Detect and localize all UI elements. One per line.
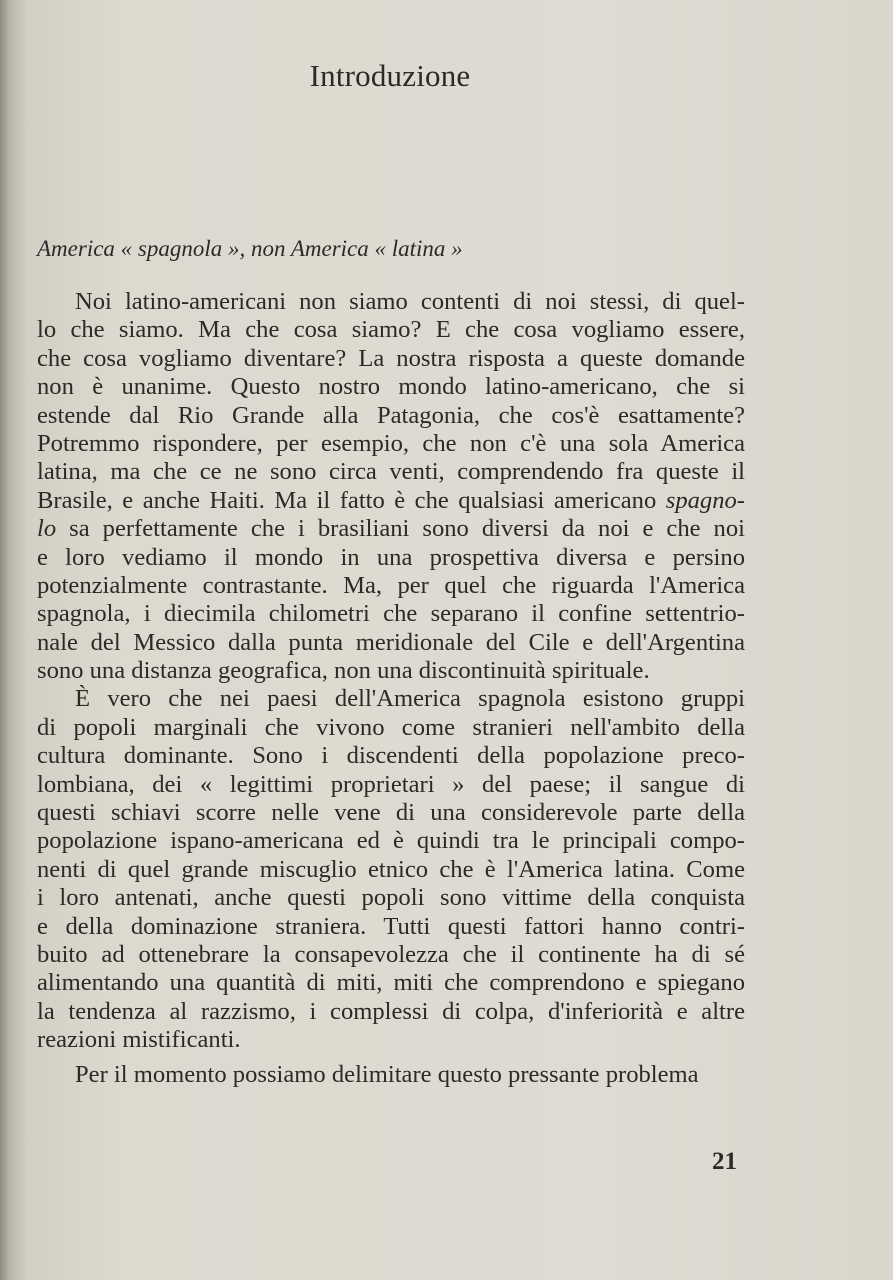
text-line — [37, 1061, 745, 1089]
text-span: e loro vediamo il mondo in una prospettiva diversa e persino — [37, 543, 745, 571]
text-line — [37, 515, 745, 543]
text-line — [37, 856, 745, 884]
text-span: alimentando una quantità di miti, miti che comprendono e spiegano — [37, 969, 745, 997]
text-line — [37, 657, 745, 685]
text-span: popolazione ispano-americana ed è quindi tra le principali compo- — [37, 827, 745, 855]
text-span: buito ad ottenebrare la consapevolezza che il continente ha di sé — [37, 940, 745, 968]
text-line — [37, 572, 745, 600]
text-line — [37, 402, 745, 430]
text-span: questi schiavi scorre nelle vene di una considerevole parte della — [37, 799, 745, 827]
text-line — [37, 600, 745, 628]
text-span: Brasile, e anche Haiti. Ma il fatto è che qualsiasi americano — [37, 486, 666, 514]
chapter-title: Introduzione — [309, 58, 471, 93]
text-line — [37, 458, 745, 486]
page-number: 21 — [712, 1148, 737, 1175]
text-span: di popoli marginali che vivono come stranieri nell'ambito della — [37, 713, 745, 741]
text-span: reazioni mistificanti. — [37, 1026, 241, 1054]
text-line — [37, 969, 745, 997]
text-line — [37, 629, 745, 657]
text-span: potenzialmente contrastante. Ma, per quel che riguarda l'America — [37, 571, 745, 599]
text-line — [37, 373, 745, 401]
italic-text: lo — [37, 515, 57, 543]
text-line — [37, 799, 745, 827]
text-span: cultura dominante. Sono i discendenti della popolazione preco- — [37, 742, 745, 770]
text-span: lombiana, dei « legittimi proprietari » del paese; il sangue di — [37, 770, 745, 798]
text-span: nale del Messico dalla punta meridionale del Cile e dell'Argentina — [37, 628, 745, 656]
text-span: che cosa vogliamo diventare? La nostra risposta a queste domande — [37, 344, 745, 372]
text-span: non è unanime. Questo nostro mondo latino-americano, che si — [37, 373, 745, 401]
text-line — [37, 771, 745, 799]
text-line — [37, 345, 745, 373]
text-span: estende dal Rio Grande alla Patagonia, che cos'è esattamente? — [37, 401, 745, 429]
text-line — [37, 487, 745, 515]
text-span: sono una distanza geografica, non una discontinuità spirituale. — [37, 657, 650, 685]
text-line — [37, 430, 745, 458]
text-span: latina, ma che ce ne sono circa venti, comprendendo fra queste il — [37, 458, 745, 486]
text-span: Per il momento possiamo delimitare questo pressante problema — [75, 1060, 699, 1088]
text-line — [37, 913, 745, 941]
text-span: sa perfettamente che i brasiliani sono diversi da noi e che noi — [56, 515, 745, 543]
text-line — [37, 288, 745, 316]
text-line — [37, 884, 745, 912]
text-span: e della dominazione straniera. Tutti questi fattori hanno contri- — [37, 912, 745, 940]
text-line — [37, 1026, 745, 1054]
text-line — [37, 998, 745, 1026]
text-line — [37, 941, 745, 969]
text-span: i loro antenati, anche questi popoli sono vittime della conquista — [37, 884, 745, 912]
text-span: la tendenza al razzismo, i complessi di colpa, d'inferiorità e altre — [37, 997, 745, 1025]
text-span: spagnola, i diecimila chilometri che separano il confine settentrio- — [37, 600, 745, 628]
italic-text: spagno- — [665, 486, 745, 514]
text-span: lo che siamo. Ma che cosa siamo? E che cosa vogliamo essere, — [37, 316, 745, 344]
text-line — [37, 544, 745, 572]
text-line — [37, 714, 745, 742]
section-heading: America « spagnola », non America « latina » — [37, 236, 463, 261]
body-text — [37, 288, 745, 1089]
text-span: nenti di quel grande miscuglio etnico che è l'America latina. Come — [37, 855, 745, 883]
text-span: È vero che nei paesi dell'America spagnola esistono gruppi — [75, 685, 745, 713]
text-span: Potremmo rispondere, per esempio, che non c'è una sola America — [37, 429, 745, 457]
text-line — [37, 685, 745, 713]
text-line — [37, 742, 745, 770]
text-line — [37, 316, 745, 344]
text-line — [37, 827, 745, 855]
text-span: Noi latino-americani non siamo contenti di noi stessi, di quel- — [75, 288, 745, 315]
